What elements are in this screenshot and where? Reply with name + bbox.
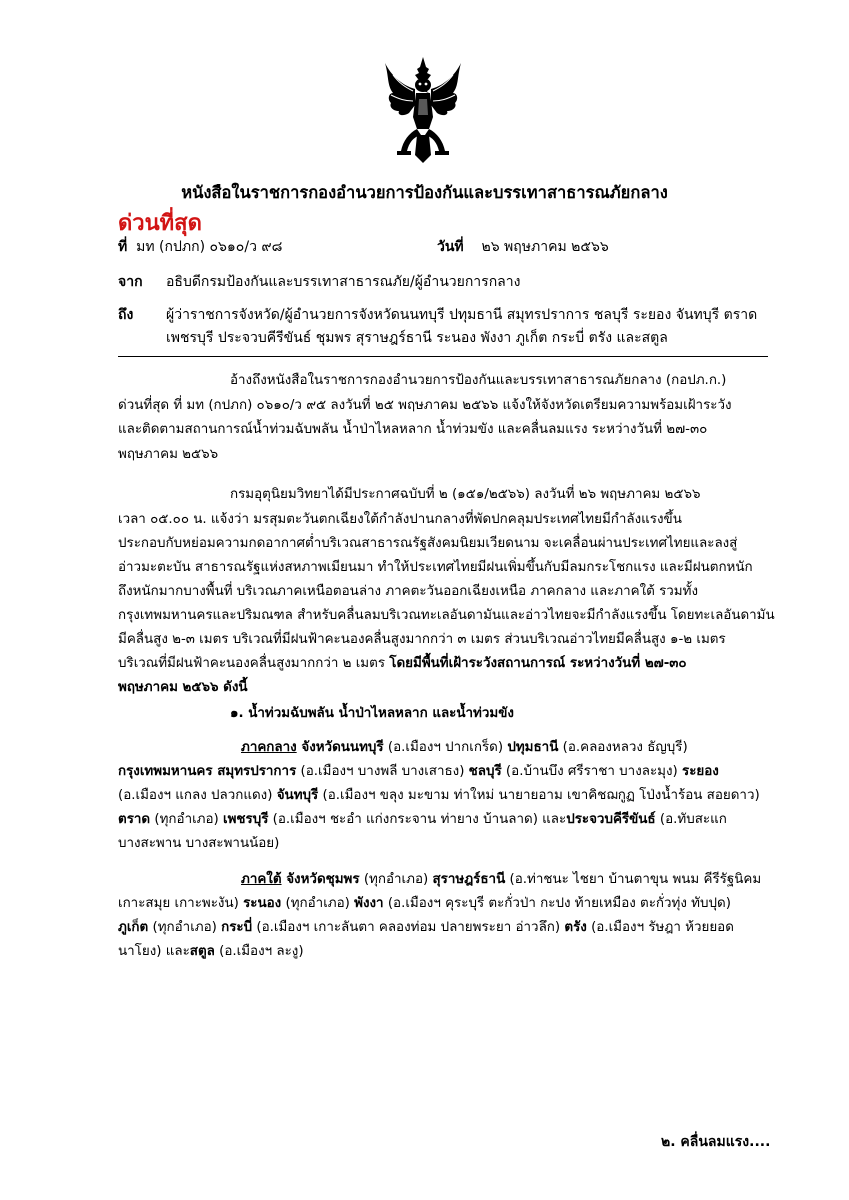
reference-number: มท (กปภก) ๐๖๑๐/ว ๙๘ [136, 239, 283, 255]
para2-tail-normal: บริเวณที่มีฝนฟ้าคะนองคลื่นสูงมากกว่า ๒ เมตร [118, 656, 390, 671]
text-segment: (อ.เมืองฯ แกลง ปลวกแดง) [118, 788, 277, 803]
continuation-note: ๒. คลื่นลมแรง.... [661, 1134, 771, 1150]
date-value: ๒๖ พฤษภาคม ๒๕๖๖ [481, 239, 609, 255]
text-segment: (อ.เมืองฯ ละงู) [214, 944, 304, 959]
reference-label: ที่ [118, 239, 128, 255]
text-segment: (อ.บ้านบึง ศรีราชา บางละมุง) [501, 764, 682, 779]
text-segment: (อ.เมืองฯ เกาะลันตา คลองท่อม ปลายพระยา อ่าวลึก) [252, 920, 565, 935]
header-divider [118, 356, 768, 357]
central-line [241, 737, 688, 759]
text-segment: ภูเก็ต [118, 920, 149, 935]
text-segment: (ทุกอำเภอ) [148, 920, 222, 935]
south-line [118, 893, 731, 915]
text-segment: พังงา [354, 896, 384, 911]
reference-row [118, 237, 282, 257]
text-segment: (อ.เมืองฯ ปากเกร็ด) [383, 740, 508, 755]
text-segment: (อ.คลองหลวง ธัญบุรี) [558, 740, 688, 755]
central-line [118, 833, 279, 855]
text-segment: ตราด [118, 812, 151, 827]
text-segment: ปทุมธานี [507, 740, 559, 755]
text-segment: ระนอง [243, 896, 282, 911]
to-line-2: เพชรบุรี ประจวบคีรีขันธ์ ชุมพร สุราษฎร์ธานี ระนอง พังงา ภูเก็ต กระบี่ ตรัง และสตูล [166, 330, 668, 346]
from-value: อธิบดีกรมป้องกันและบรรเทาสาธารณภัย/ผู้อำนวยการกลาง [166, 274, 521, 290]
text-segment: จังหวัดนนทบุรี [296, 740, 384, 755]
text-segment: นาโยง) และ [118, 944, 190, 959]
south-line [118, 941, 304, 963]
text-segment: ตรัง [564, 920, 587, 935]
central-line [118, 809, 727, 831]
text-segment: สตูล [189, 944, 215, 959]
para1-line: พฤษภาคม ๒๕๖๖ [118, 447, 219, 462]
para2-line: ถึงหนักมากบางพื้นที่ บริเวณภาคเหนือตอนล่าง ภาคตะวันออกเฉียงเหนือ ภาคกลาง และภาคใต้ รวมทั้ง [118, 584, 698, 599]
text-segment: (ทุกอำเภอ) [150, 812, 224, 827]
text-segment: เกาะสมุย เกาะพะงัน) [118, 896, 244, 911]
para2-line: มีคลื่นสูง ๒-๓ เมตร บริเวณที่มีฝนฟ้าคะนองคลื่นสูงมากกว่า ๓ เมตร ส่วนบริเวณอ่าวไทยมีคลื่นสูง ๑-๒ เมตร [118, 632, 726, 647]
text-segment: (อ.ท่าชนะ ไชยา บ้านตาขุน พนม คีรีรัฐนิคม [505, 872, 762, 887]
text-segment: (ทุกอำเภอ) [281, 896, 355, 911]
para1-line: ด่วนที่สุด ที่ มท (กปภก) ๐๖๑๐/ว ๙๕ ลงวันที่ ๒๕ พฤษภาคม ๒๕๖๖ แจ้งให้จังหวัดเตรียมความพร้อมเฝ้าระวัง [118, 398, 732, 413]
para1-line: และติดตามสถานการณ์น้ำท่วมฉับพลัน น้ำป่าไหลหลาก น้ำท่วมขัง และคลื่นลมแรง ระหว่างวันที่ ๒๗-๓๐ [118, 422, 708, 437]
date-label: วันที่ [437, 239, 464, 255]
text-segment: เพชรบุรี [223, 812, 269, 827]
urgency-label: ด่วนที่สุด [118, 211, 202, 236]
text-segment: ภาคกลาง [241, 740, 297, 755]
text-segment: (อ.เมืองฯ ขลุง มะขาม ท่าใหม่ นายายอาม เขาคิชฌกูฏ โป่งน้ำร้อน สอยดาว) [318, 788, 760, 803]
text-segment: จันทบุรี [276, 788, 319, 803]
south-line [118, 917, 734, 939]
text-segment: ระยอง [682, 764, 719, 779]
text-segment: บางสะพาน บางสะพานน้อย) [118, 836, 280, 851]
text-segment: กรุงเทพมหานคร สมุทรปราการ [118, 764, 297, 779]
text-segment: (อ.ทับสะแก [655, 812, 727, 827]
text-segment: ชลบุรี [468, 764, 502, 779]
text-segment: (อ.เมืองฯ บางพลี บางเสาธง) [296, 764, 469, 779]
section1-heading: ๑. น้ำท่วมฉับพลัน น้ำป่าไหลหลาก และน้ำท่วมขัง [230, 706, 514, 721]
central-line [118, 761, 719, 783]
from-row [118, 272, 143, 292]
text-segment: (อ.เมืองฯ รัษฎา ห้วยยอด [586, 920, 734, 935]
text-segment: (ทุกอำเภอ) [359, 872, 433, 887]
para2-last-line: พฤษภาคม ๒๕๖๖ ดังนี้ [118, 680, 248, 695]
para2-line: กรมอุตุนิยมวิทยาได้มีประกาศฉบับที่ ๒ (๑๕๑/๒๕๖๖) ลงวันที่ ๒๖ พฤษภาคม ๒๕๖๖ [230, 487, 701, 502]
para2-line [118, 653, 687, 675]
document-title: หนังสือในราชการกองอำนวยการป้องกันและบรรเทาสาธารณภัยกลาง [181, 183, 668, 202]
text-segment: จังหวัดชุมพร [281, 872, 360, 887]
to-label [118, 305, 133, 325]
para2-line: เวลา ๐๕.๐๐ น. แจ้งว่า มรสุมตะวันตกเฉียงใต้กำลังปานกลางที่พัดปกคลุมประเทศไทยมีกำลังแรงขึ้น [118, 512, 682, 527]
from-label: จาก [118, 274, 143, 290]
date-row [437, 237, 609, 257]
to-label-text: ถึง [118, 307, 134, 323]
text-segment: สุราษฎร์ธานี [432, 872, 506, 887]
para2-line: กรุงเทพมหานครและปริมณฑล สำหรับคลื่นลมบริเวณทะเลอันดามันและอ่าวไทยจะมีกำลังแรงขึ้น โดยทะเลอันดามัน [118, 608, 775, 623]
para1-line: อ้างถึงหนังสือในราชการกองอำนวยการป้องกันและบรรเทาสาธารณภัยกลาง (กอปภ.ก.) [230, 373, 727, 388]
para2-line: ประกอบกับหย่อมความกดอากาศต่ำบริเวณสาธารณรัฐสังคมนิยมเวียดนาม จะเคลื่อนผ่านประเทศไทยและลงสู่ [118, 536, 738, 551]
central-line [118, 785, 760, 807]
south-line [241, 869, 761, 891]
text-segment: กระบี่ [221, 920, 253, 935]
para2-line: อ่าวมะตะบัน สาธารณรัฐแห่งสหภาพเมียนมา ทำให้ประเทศไทยมีฝนเพิ่มขึ้นกับมีลมกระโชกแรง และมีฝนตกหนัก [118, 560, 753, 575]
text-segment: ประจวบคีรีขันธ์ [566, 812, 656, 827]
text-segment: (อ.เมืองฯ คุระบุรี ตะกั่วป่า กะปง ท้ายเหมือง ตะกั่วทุ่ง ทับปุด) [383, 896, 731, 911]
text-segment: ภาคใต้ [241, 872, 282, 887]
garuda-emblem-icon [383, 55, 463, 165]
text-segment: (อ.เมืองฯ ชะอำ แก่งกระจาน ท่ายาง บ้านลาด) และ [268, 812, 567, 827]
para2-tail-bold: โดยมีพื้นที่เฝ้าระวังสถานการณ์ ระหว่างวันที่ ๒๗-๓๐ [389, 656, 687, 671]
to-line-1: ผู้ว่าราชการจังหวัด/ผู้อำนวยการจังหวัดนนทบุรี ปทุมธานี สมุทรปราการ ชลบุรี ระยอง จันทบุรี ตราด [166, 307, 758, 323]
